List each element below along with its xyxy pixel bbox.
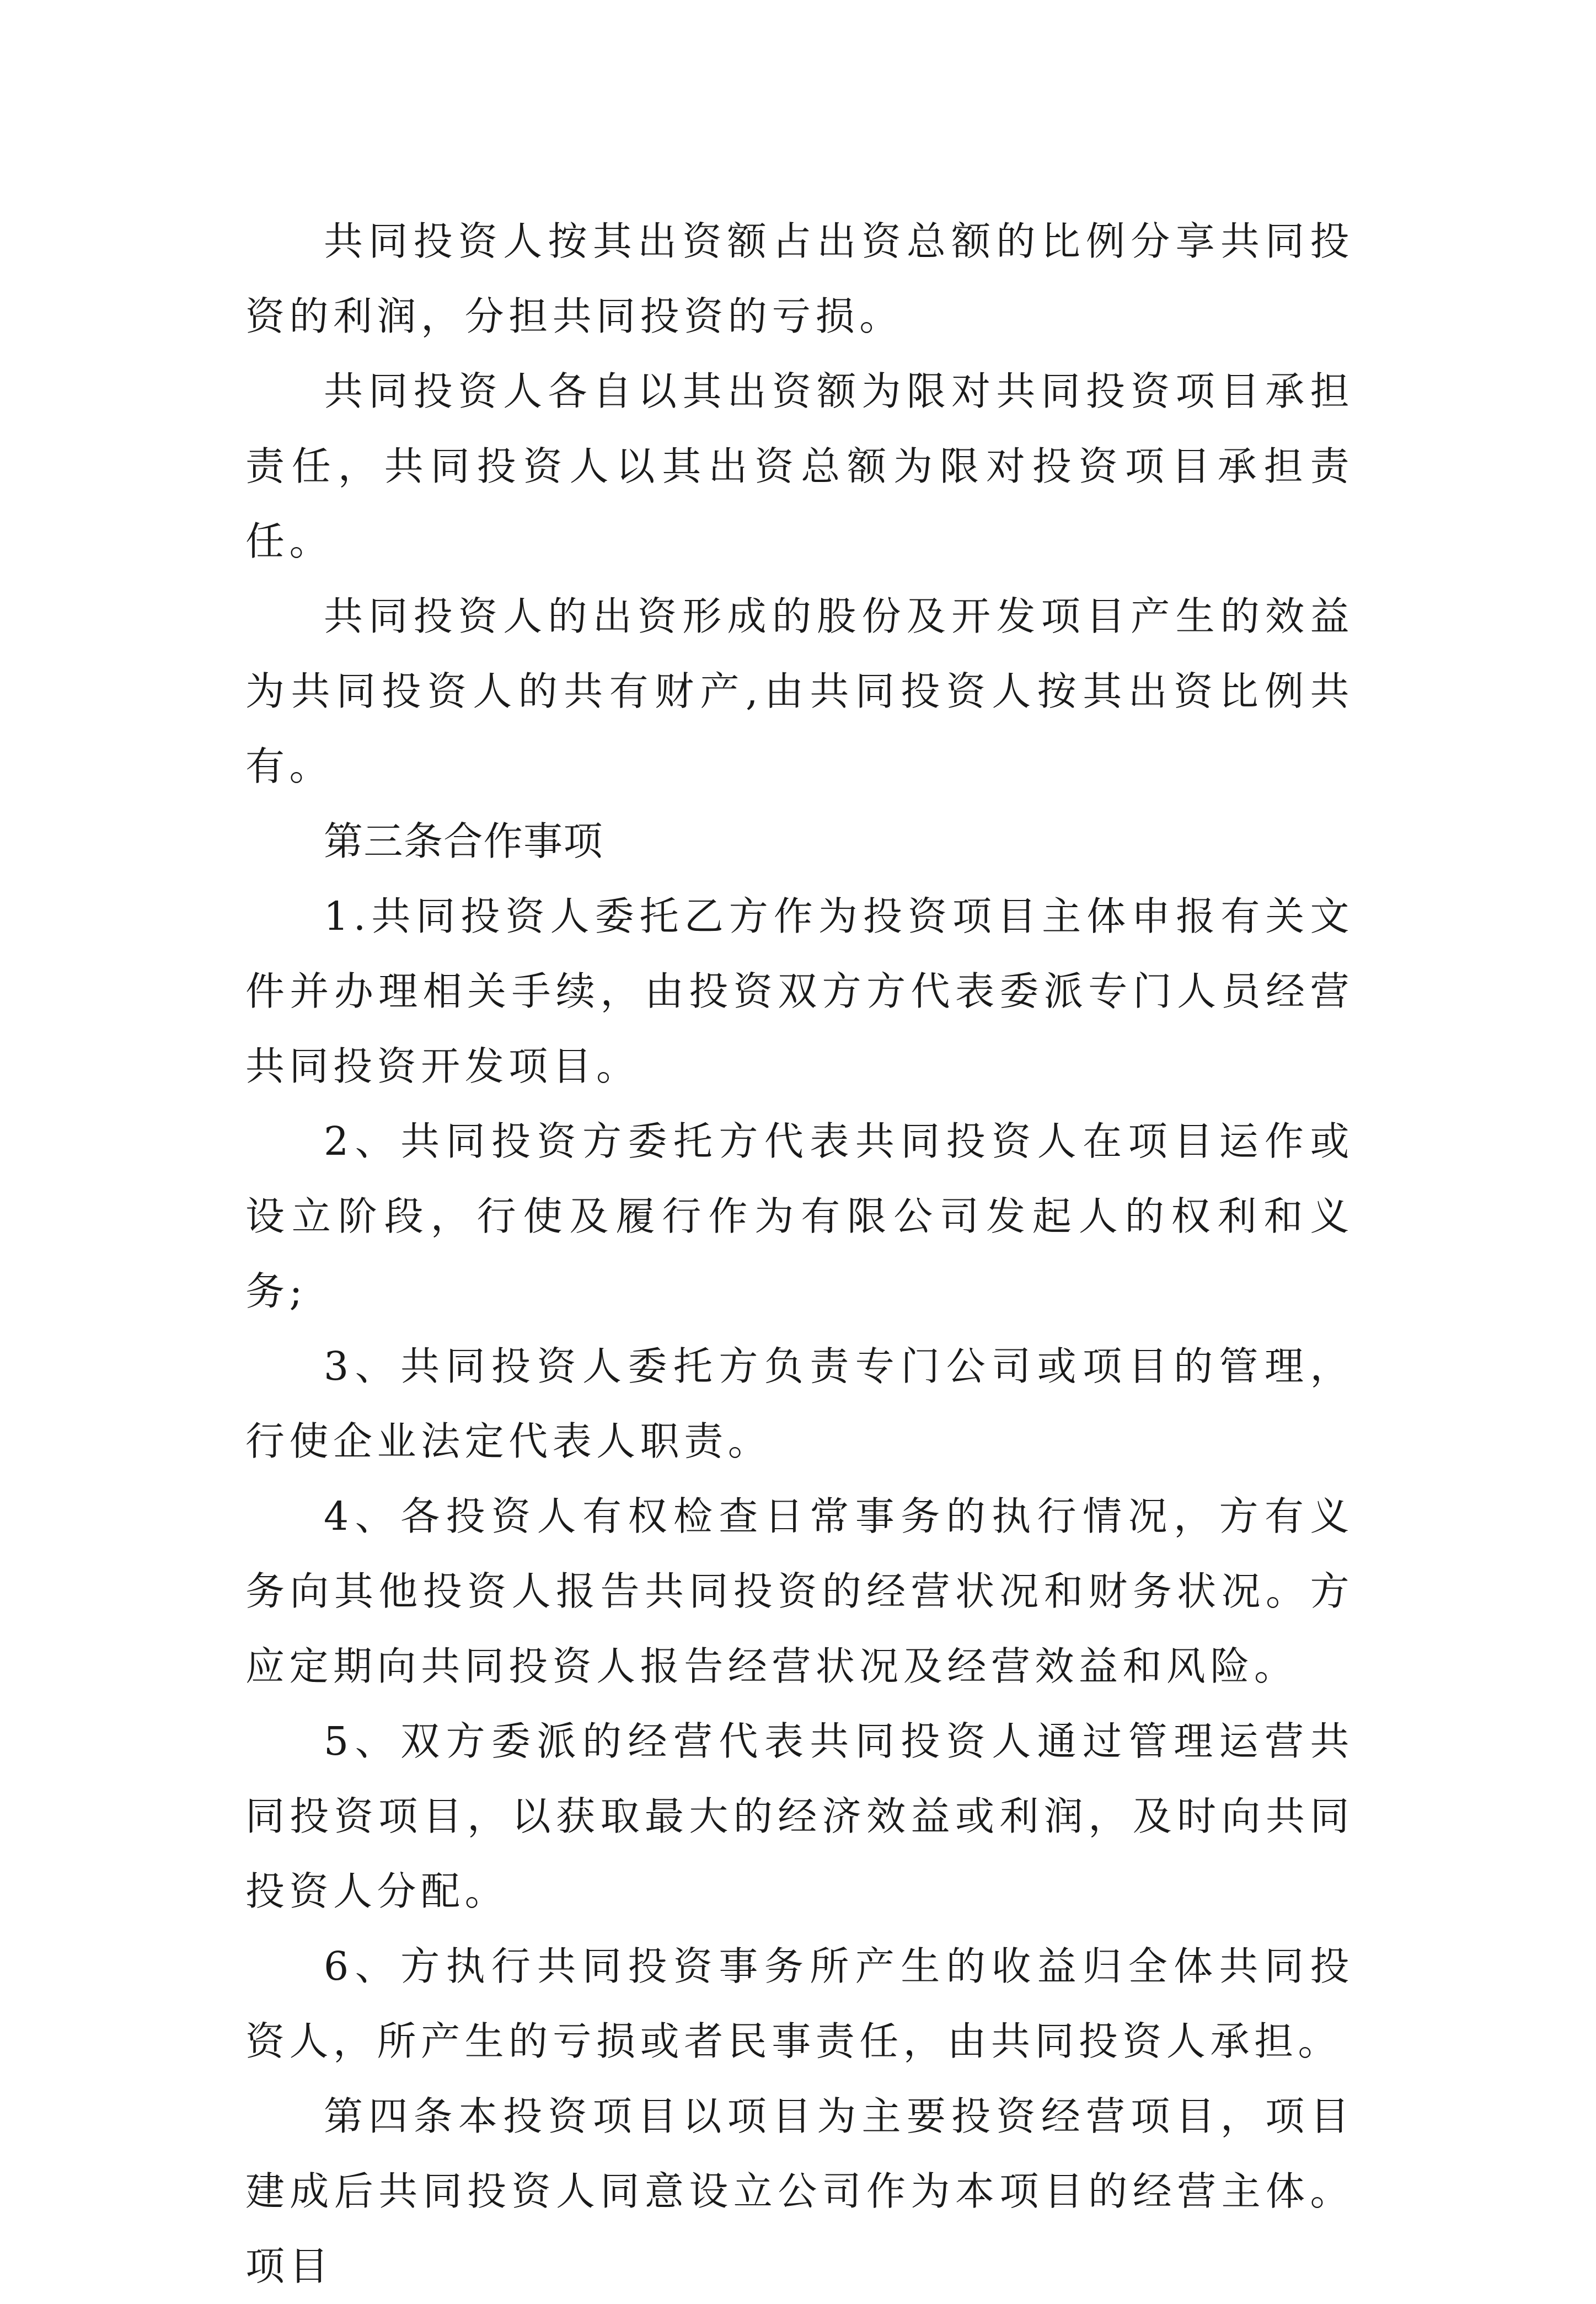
section-heading-article-3: 第三条合作事项 (324, 818, 603, 864)
document-body (245, 204, 1354, 2304)
clause-item-3: 3、共同投资人委托方负责专门公司或项目的管理，行使企业法定代表人职责。 (245, 1343, 1354, 1464)
paragraph-joint-property: 共同投资人的出资形成的股份及开发项目产生的效益为共同投资人的共有财产,由共同投资人按其出资比例共有。 (245, 593, 1354, 789)
clause-item-6: 6、方执行共同投资事务所产生的收益归全体共同投资人，所产生的亏损或者民事责任，由共同投资人承担。 (245, 1943, 1354, 2064)
paragraph-liability: 共同投资人各自以其出资额为限对共同投资项目承担责任，共同投资人以其出资总额为限对投资项目承担责任。 (245, 368, 1354, 564)
paragraph-profit-sharing: 共同投资人按其出资额占出资总额的比例分享共同投资的利润，分担共同投资的亏损。 (245, 218, 1354, 339)
paragraph-article-4: 第四条本投资项目以项目为主要投资经营项目，项目建成后共同投资人同意设立公司作为本项目的经营主体。项目 (245, 2093, 1354, 2289)
clause-item-4: 4、各投资人有权检查日常事务的执行情况，方有义务向其他投资人报告共同投资的经营状况和财务状况。方应定期向共同投资人报告经营状况及经营效益和风险。 (245, 1493, 1354, 1689)
clause-item-1: 1.共同投资人委托乙方作为投资项目主体申报有关文件并办理相关手续，由投资双方方代表委派专门人员经营共同投资开发项目。 (245, 893, 1354, 1089)
clause-item-5: 5、双方委派的经营代表共同投资人通过管理运营共同投资项目，以获取最大的经济效益或利润，及时向共同投资人分配。 (245, 1718, 1354, 1914)
clause-item-2: 2、共同投资方委托方代表共同投资人在项目运作或设立阶段，行使及履行作为有限公司发起人的权利和义务; (245, 1118, 1354, 1314)
